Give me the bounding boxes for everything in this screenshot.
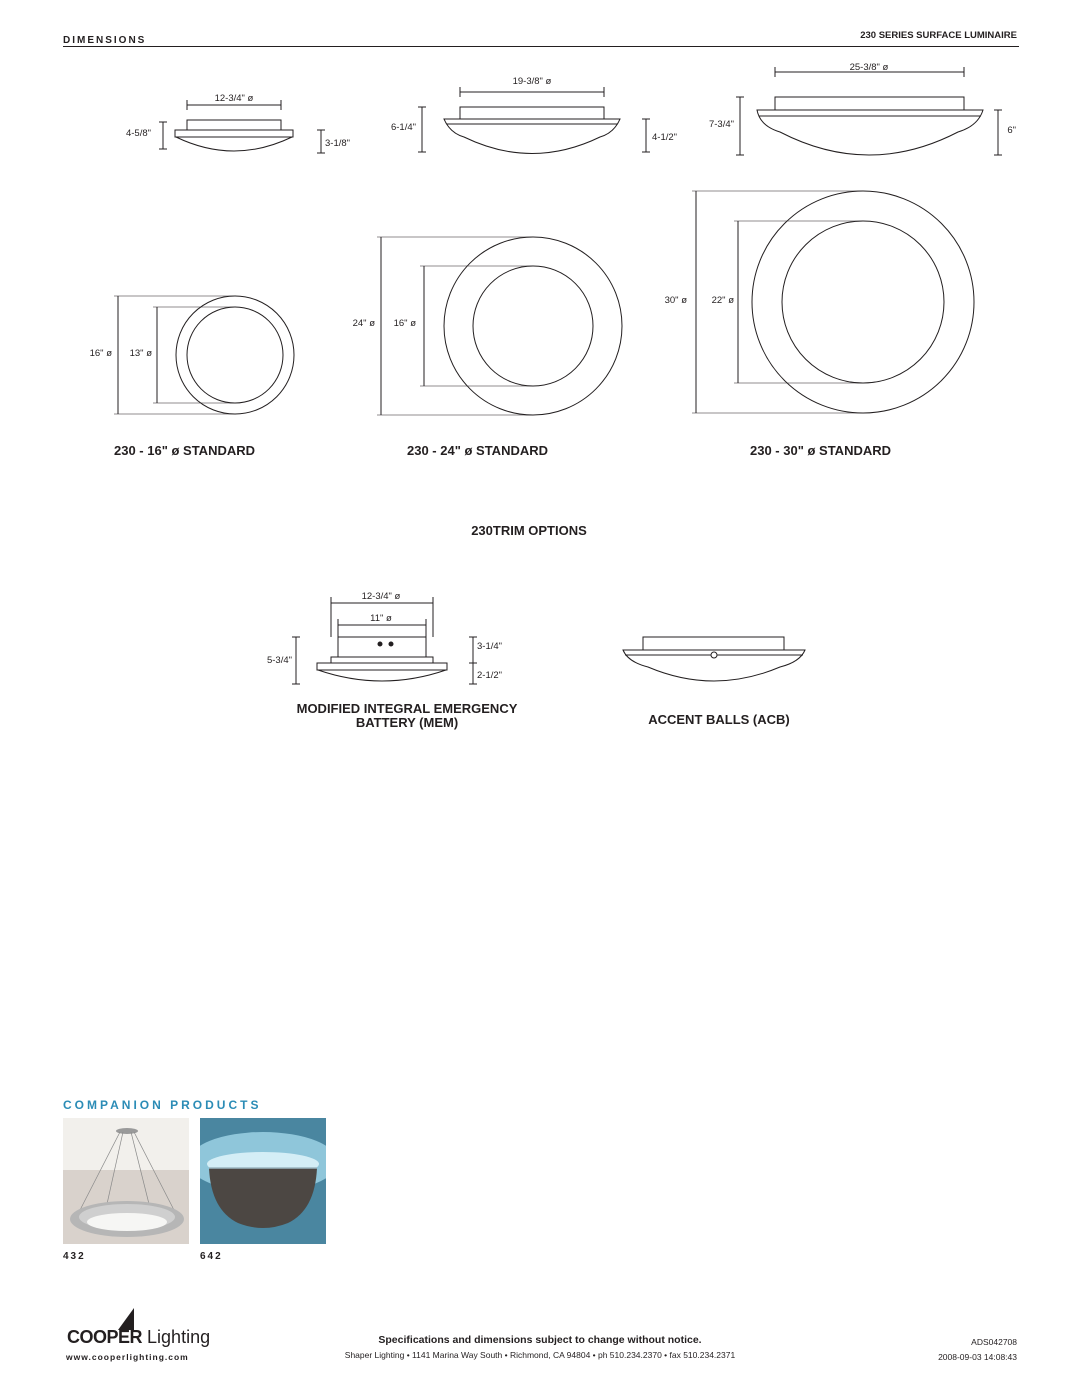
p24-height-total-label: 6-1/4" bbox=[390, 122, 416, 133]
change-notice: Specifications and dimensions subject to change without notice. bbox=[378, 1334, 702, 1346]
plan16-outer-label: 16" ø bbox=[89, 348, 112, 359]
mem-height-total-label: 5-3/4" bbox=[266, 655, 292, 666]
mem-height-lower-label: 2-1/2" bbox=[477, 670, 503, 681]
website-url[interactable]: www.cooperlighting.com bbox=[66, 1352, 189, 1362]
plan24-inner-label: 16" ø bbox=[393, 318, 416, 329]
p16-width-label: 12-3/4" ø bbox=[214, 93, 254, 104]
plan16-caption: 230 - 16" ø STANDARD bbox=[114, 443, 256, 458]
p16-height-total-label: 4-5/8" bbox=[125, 128, 151, 139]
acb-caption: ACCENT BALLS (ACB) bbox=[648, 712, 790, 727]
companion-products-title: COMPANION PRODUCTS bbox=[63, 1098, 262, 1112]
trim-options-title: 230TRIM OPTIONS bbox=[471, 523, 587, 538]
product-title: 230 SERIES SURFACE LUMINAIRE bbox=[860, 30, 1017, 41]
logo-light: Lighting bbox=[147, 1327, 211, 1347]
p30-height-total-label: 7-3/4" bbox=[708, 119, 734, 130]
mem-caption-line1: MODIFIED INTEGRAL EMERGENCY bbox=[296, 701, 518, 716]
p24-height-lens-label: 4-1/2" bbox=[652, 132, 678, 143]
company-address: Shaper Lighting • 1141 Marina Way South • Richmond, CA 94804 • ph 510.234.2370 • fax 510.234.2371 bbox=[344, 1350, 736, 1360]
product-642-label: 642 bbox=[200, 1251, 223, 1262]
plan24-caption: 230 - 24" ø STANDARD bbox=[407, 443, 549, 458]
p30-width-label: 25-3/8" ø bbox=[849, 62, 889, 73]
section-title: DIMENSIONS bbox=[63, 35, 147, 46]
p30-height-lens-label: 6" bbox=[1007, 125, 1016, 136]
mem-inner-width-label: 11" ø bbox=[370, 613, 392, 624]
p16-height-lens-label: 3-1/8" bbox=[325, 138, 351, 149]
mem-drawing bbox=[292, 597, 477, 684]
acb-drawing bbox=[623, 637, 805, 681]
profile-30-drawing bbox=[736, 67, 1002, 155]
product-642-photo[interactable] bbox=[200, 1118, 326, 1244]
plan30-outer-label: 30" ø bbox=[664, 295, 687, 306]
profile-16-drawing bbox=[159, 100, 325, 153]
mem-caption-line2: BATTERY (MEM) bbox=[355, 715, 459, 730]
document-code: ADS042708 bbox=[971, 1337, 1017, 1347]
profile-24-drawing bbox=[418, 87, 650, 154]
document-date: 2008-09-03 14:08:43 bbox=[938, 1352, 1017, 1362]
logo-bold: COOPER bbox=[67, 1327, 143, 1347]
product-432-label: 432 bbox=[63, 1251, 86, 1262]
plan30-inner-label: 22" ø bbox=[711, 295, 734, 306]
p24-width-label: 19-3/8" ø bbox=[512, 76, 552, 87]
plan16-inner-label: 13" ø bbox=[129, 348, 152, 359]
plan-30-drawing bbox=[692, 191, 974, 413]
mem-outer-width-label: 12-3/4" ø bbox=[361, 591, 401, 602]
plan30-caption: 230 - 30" ø STANDARD bbox=[750, 443, 892, 458]
product-432-photo[interactable] bbox=[63, 1118, 189, 1244]
mem-height-upper-label: 3-1/4" bbox=[477, 641, 503, 652]
plan24-outer-label: 24" ø bbox=[352, 318, 375, 329]
